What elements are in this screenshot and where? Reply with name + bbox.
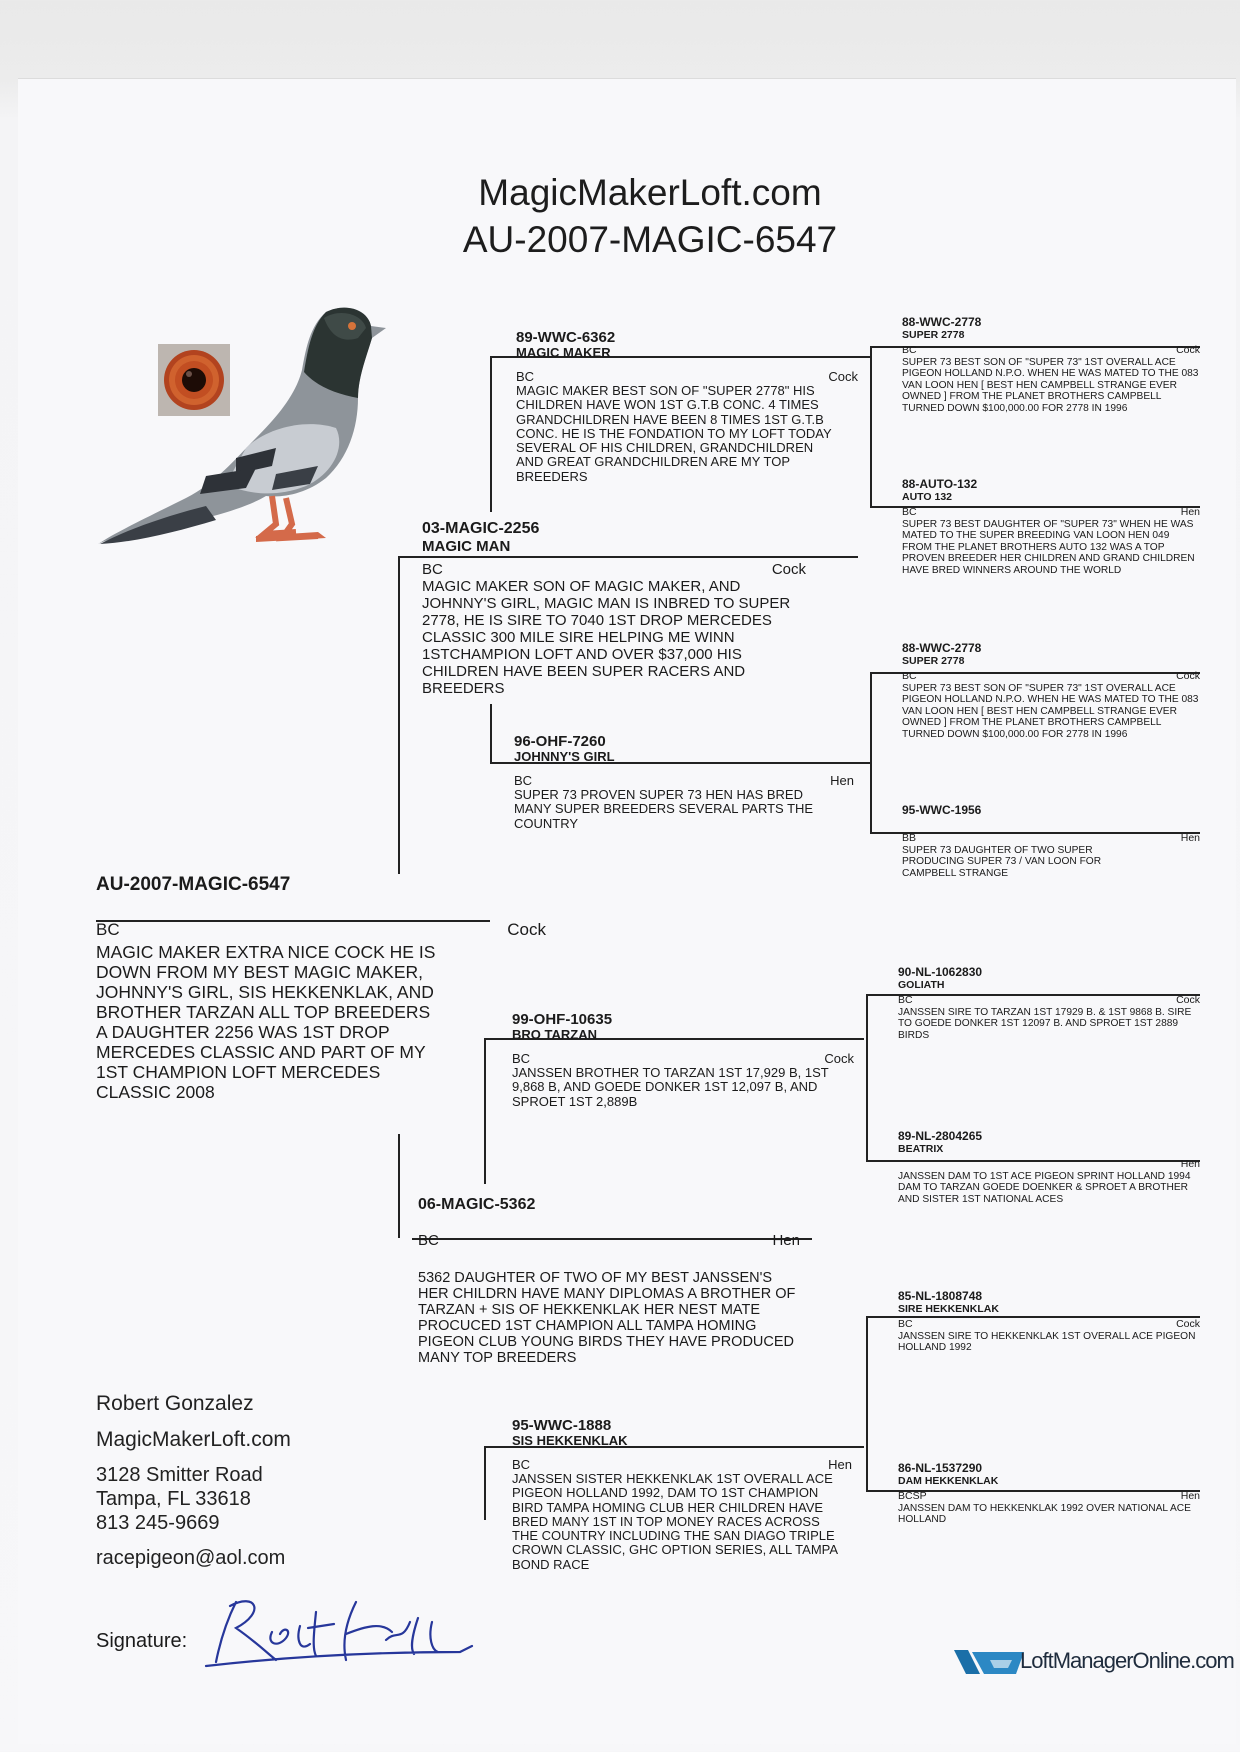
sds-sdd-connector — [870, 672, 872, 832]
sds-color: BC — [902, 670, 917, 682]
loftmanager-logo[interactable] — [954, 1642, 1234, 1682]
contact-street: 3128 Smitter Road — [96, 1464, 263, 1486]
dsd-band: 89-NL-2804265 — [898, 1129, 983, 1143]
dss-name: GOLIATH — [898, 979, 945, 991]
signature-label: Signature: — [96, 1630, 188, 1652]
ss-desc: MAGIC MAKER BEST SON OF "SUPER 2778" HIS CHILDREN HAVE WON 1ST G.T.B CONC. 4 TIMES GRANDCHILDREN HAVE BEEN 8 TIMES 1ST G.T.B CONC. HE IS THE FONDATION TO MY LOFT TODAY SEVERAL OF HIS CHILDREN, GRANDCHILDREN AND GREAT GRANDCHILDREN ARE MY TOP BREEDERS — [516, 383, 832, 484]
dss-desc: JANSSEN SIRE TO TARZAN 1ST 17929 B. & 1ST 9868 B. SIRE TO GOEDE DONKER 1ST 12097 B. AND SPROET 1ST 2889 BIRDS — [898, 1006, 1192, 1041]
sire-name: MAGIC MAN — [422, 538, 511, 555]
sds-desc: SUPER 73 BEST SON OF "SUPER 73" 1ST OVERALL ACE PIGEON HOLLAND N.P.O. WHEN HE WAS MATED TO THE 083 VAN LOON HEN [ BEST HEN CAMPBELL STRANGE EVER OWNED ] FROM THE PLANET BROTHERS CAMPBELL TURNED DOWN $100,000.00 FOR 2778 IN 1996 — [902, 682, 1199, 740]
loftmanager-logo-icon — [954, 1644, 1024, 1678]
contact-city: Tampa, FL 33618 — [96, 1488, 251, 1510]
sss-entry — [902, 316, 1200, 414]
dam-desc: 5362 DAUGHTER OF TWO OF MY BEST JANSSEN'S HER CHILDRN HAVE MANY DIPLOMAS A BROTHER OF TARZAN + SIS OF HEKKENKLAK HER NEST MATE PROCUCED 1ST CHAMPION ALL TAMPA HOMING PIGEON CLUB YOUNG BIRDS THEY HAVE PRODUCED MANY TOP BREEDERS — [418, 1270, 796, 1366]
dd-band: 95-WWC-1888 — [512, 1417, 612, 1434]
sd-desc: SUPER 73 PROVEN SUPER 73 HEN HAS BRED MANY SUPER BREEDERS SEVERAL PARTS THE COUNTRY — [514, 787, 814, 831]
sds-sex: Cock — [1176, 670, 1200, 682]
ss-entry — [516, 330, 858, 484]
subject-band: AU-2007-MAGIC-6547 — [96, 874, 291, 895]
dam-connector — [398, 1134, 400, 1238]
pigeon-photo — [96, 298, 396, 578]
dd-entry — [512, 1418, 852, 1572]
sss-ssd-connector — [870, 346, 872, 506]
ssd-name: AUTO 132 — [902, 491, 952, 503]
ddd-color: BCSP — [898, 1490, 927, 1502]
sire-entry — [422, 520, 862, 697]
sdd-desc: SUPER 73 DAUGHTER OF TWO SUPER PRODUCING SUPER 73 / VAN LOON FOR CAMPBELL STRANGE — [902, 844, 1102, 879]
sd-sex: Hen — [830, 773, 854, 788]
dd-sex: Hen — [828, 1457, 852, 1472]
ss-band: 89-WWC-6362 — [516, 329, 616, 346]
dd-color: BC — [512, 1457, 531, 1472]
dds-ddd-connector — [866, 1316, 868, 1490]
ddd-name: DAM HEKKENKLAK — [898, 1475, 999, 1487]
contact-email: racepigeon@aol.com — [96, 1547, 286, 1569]
dd-desc: JANSSEN SISTER HEKKENKLAK 1ST OVERALL ACE PIGEON HOLLAND 1992, DAM TO 1ST CHAMPION BIRD TAMPA HOMING CLUB HER CHILDREN HAVE BRED MANY 1ST IN TOP MONEY RACES ACROSS THE COUNTRY INCLUDING THE SAN DIAGO TRIPLE CROWN CLASSIC, GHC OPTION SERIES, ALL TAMPA BOND RACE — [512, 1471, 838, 1572]
dss-entry — [898, 966, 1200, 1041]
dd-name: SIS HEKKENKLAK — [512, 1433, 628, 1448]
contact-site: MagicMakerLoft.com — [96, 1428, 291, 1451]
dss-sex: Cock — [1176, 994, 1200, 1006]
sss-name: SUPER 2778 — [902, 329, 965, 341]
sd-connector — [490, 704, 492, 762]
dam-sex: Hen — [772, 1232, 800, 1249]
dam-color: BC — [418, 1232, 439, 1249]
pedigree-band-title: AU-2007-MAGIC-6547 — [462, 219, 838, 260]
ds-desc: JANSSEN BROTHER TO TARZAN 1ST 17,929 B, 1ST 9,868 B, AND GOEDE DONKER 1ST 12,097 B, AND SPROET 1ST 2,889B — [512, 1065, 829, 1109]
ssd-sex: Hen — [1180, 506, 1200, 518]
contact-name: Robert Gonzalez — [96, 1392, 254, 1415]
dsd-sex: Hen — [1180, 1158, 1200, 1170]
sdd-entry — [902, 804, 1200, 879]
dds-color: BC — [898, 1318, 913, 1330]
ssd-color: BC — [902, 506, 917, 518]
sdd-band: 95-WWC-1956 — [902, 803, 982, 817]
ss-sex: Cock — [828, 369, 858, 384]
dss-band: 90-NL-1062830 — [898, 965, 983, 979]
sss-color: BC — [902, 344, 917, 356]
ddd-sex: Hen — [1180, 1490, 1200, 1502]
contact-phone: 813 245-9669 — [96, 1512, 220, 1534]
sdd-sex: Hen — [1180, 832, 1200, 844]
sd-band: 96-OHF-7260 — [514, 733, 606, 750]
ds-band: 99-OHF-10635 — [512, 1011, 613, 1028]
sire-desc: MAGIC MAKER SON OF MAGIC MAKER, AND JOHNNY'S GIRL, MAGIC MAN IS INBRED TO SUPER 2778, HE IS SIRE TO 7040 1ST DROP MERCEDES CLASSIC 300 MILE SIRE HELPING ME WINN 1STCHAMPION LOFT AND OVER $37,000 HIS CHILDREN HAVE BEEN SUPER RACERS AND BREEDERS — [422, 578, 791, 697]
dds-band: 85-NL-1808748 — [898, 1289, 983, 1303]
sd-entry — [514, 734, 854, 831]
dam-band-block — [418, 1196, 818, 1249]
dss-color: BC — [898, 994, 913, 1006]
dss-dsd-connector — [866, 994, 868, 1160]
ssd-band: 88-AUTO-132 — [902, 477, 978, 491]
ds-color: BC — [512, 1051, 531, 1066]
ss-name: MAGIC MAKER — [516, 345, 611, 360]
ddd-entry — [898, 1462, 1200, 1526]
ds-name: BRO TARZAN — [512, 1027, 597, 1042]
ss-color: BC — [516, 369, 535, 384]
sss-sex: Cock — [1176, 344, 1200, 356]
sd-name: JOHNNY'S GIRL — [514, 749, 615, 764]
dds-name: SIRE HEKKENKLAK — [898, 1303, 999, 1315]
dsd-entry — [898, 1130, 1200, 1205]
ds-sex: Cock — [824, 1051, 854, 1066]
loftmanager-brand-text: LoftManagerOnline.com — [1020, 1648, 1234, 1673]
contact-block — [96, 1392, 396, 1577]
sire-sex: Cock — [771, 561, 806, 578]
dam-desc-block — [418, 1270, 798, 1366]
dsd-name: BEATRIX — [898, 1143, 944, 1155]
subject-color: BC — [96, 920, 120, 939]
site-title: MagicMakerLoft.com — [478, 172, 822, 213]
subject-desc: MAGIC MAKER EXTRA NICE COCK HE IS DOWN FROM MY BEST MAGIC MAKER, JOHNNY'S GIRL, SIS HEKKENKLAK, AND BROTHER TARZAN ALL TOP BREEDERS A DAUGHTER 2256 WAS 1ST DROP MERCEDES CLASSIC AND PART OF MY 1ST CHAMPION LOFT MERCEDES CLASSIC 2008 — [96, 942, 436, 1102]
ddd-band: 86-NL-1537290 — [898, 1461, 983, 1475]
sire-color: BC — [422, 561, 443, 578]
sss-desc: SUPER 73 BEST SON OF "SUPER 73" 1ST OVERALL ACE PIGEON HOLLAND N.P.O. WHEN HE WAS MATED TO THE 083 VAN LOON HEN [ BEST HEN CAMPBELL STRANGE EVER OWNED ] FROM THE PLANET BROTHERS CAMPBELL TURNED DOWN $100,000.00 FOR 2778 IN 1996 — [902, 356, 1199, 414]
sdd-color: BB — [902, 832, 917, 844]
dd-connector — [484, 1446, 486, 1520]
ddd-desc: JANSSEN DAM TO HEKKENKLAK 1992 OVER NATIONAL ACE HOLLAND — [898, 1502, 1191, 1525]
dds-entry — [898, 1290, 1200, 1354]
sds-name: SUPER 2778 — [902, 655, 965, 667]
ssd-desc: SUPER 73 BEST DAUGHTER OF "SUPER 73" WHEN HE WAS MATED TO THE SUPER BREEDING VAN LOON HEN 049 FROM THE PLANET BROTHERS AUTO 132 WAS A TOP PROVEN BREEDER HER CHILDREN AND GRAND CHILDREN HAVE BRED WINNERS AROUND THE WORLD — [902, 518, 1195, 576]
sds-band: 88-WWC-2778 — [902, 641, 982, 655]
dam-band: 06-MAGIC-5362 — [418, 1196, 536, 1213]
sire-connector — [398, 556, 400, 874]
ds-entry — [512, 1012, 854, 1109]
subject-entry — [96, 874, 546, 1102]
ssd-entry — [902, 478, 1200, 576]
subject-sex: Cock — [507, 920, 546, 939]
sds-entry — [902, 642, 1200, 740]
dds-sex: Cock — [1176, 1318, 1200, 1330]
sd-color: BC — [514, 773, 533, 788]
dds-desc: JANSSEN SIRE TO HEKKENKLAK 1ST OVERALL ACE PIGEON HOLLAND 1992 — [898, 1330, 1196, 1353]
sire-band: 03-MAGIC-2256 — [422, 520, 540, 537]
ss-connector — [490, 356, 492, 512]
signature-image — [196, 1582, 486, 1672]
dsd-desc: JANSSEN DAM TO 1ST ACE PIGEON SPRINT HOLLAND 1994 DAM TO TARZAN GOEDE DOENKER & SPROET A BROTHER AND SISTER 1ST NATIONAL ACES — [898, 1170, 1191, 1205]
sss-band: 88-WWC-2778 — [902, 315, 982, 329]
